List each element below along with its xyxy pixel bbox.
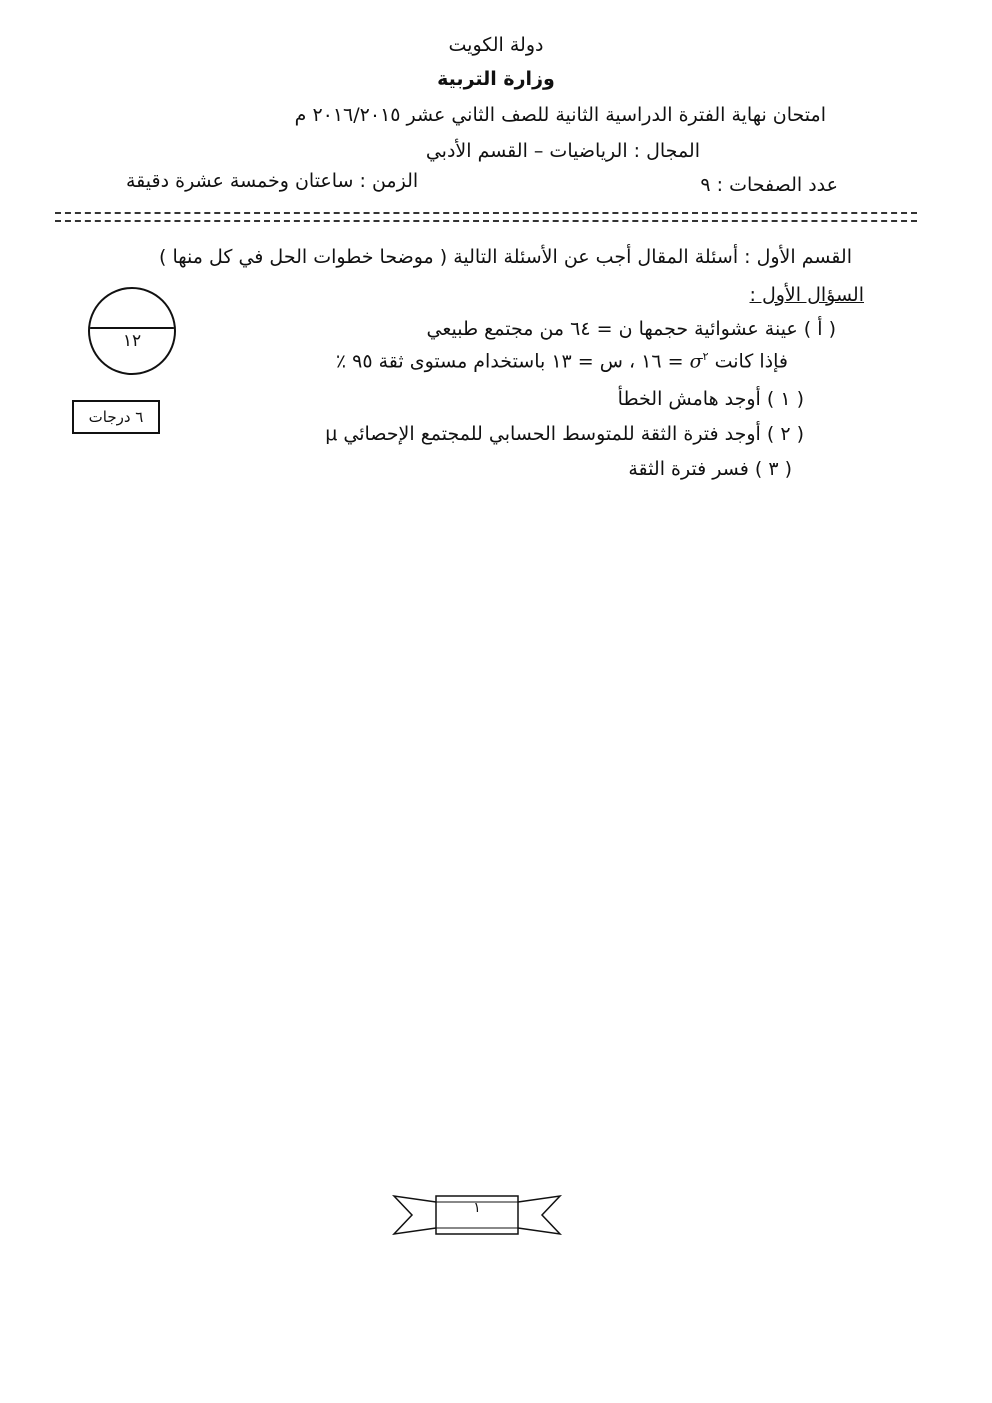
page-number-ribbon bbox=[392, 1188, 562, 1242]
exam-time: الزمن : ساعتان وخمسة عشرة دقيقة bbox=[126, 170, 419, 192]
country-name: دولة الكويت bbox=[448, 34, 544, 56]
subject-line: المجال : الرياضيات – القسم الأدبي bbox=[425, 140, 700, 162]
section-intro: القسم الأول : أسئلة المقال أجب عن الأسئلة التالية ( موضحا خطوات الحل في كل منها ) bbox=[159, 246, 852, 268]
score-value: ١٢ bbox=[122, 331, 142, 351]
exam-title: امتحان نهاية الفترة الدراسية الثانية للصف الثاني عشر ٢٠١٦/٢٠١٥ م bbox=[294, 104, 826, 126]
question-title: السؤال الأول : bbox=[749, 284, 864, 306]
given-prefix: فإذا كانت bbox=[714, 350, 788, 373]
marks-box: ٦ درجات bbox=[72, 400, 160, 434]
sigma-symbol: σ bbox=[689, 350, 703, 373]
pages-count: عدد الصفحات : ٩ bbox=[700, 174, 838, 196]
item-interpret-interval: ( ٣ ) فسر فترة الثقة bbox=[628, 458, 792, 480]
header-divider-bottom bbox=[55, 220, 917, 222]
given-values: فإذا كانت $\sigma^٢$ = ١٦ ، س = ١٣ باستخدام مستوى ثقة ٩٥ ٪ bbox=[335, 350, 788, 373]
score-circle bbox=[88, 287, 176, 375]
score-circle-divider bbox=[90, 327, 174, 329]
given-suffix: = ١٦ ، س = ١٣ باستخدام مستوى ثقة ٩٥ ٪ bbox=[335, 350, 684, 373]
item-confidence-interval: ( ٢ ) أوجد فترة الثقة للمتوسط الحسابي للمجتمع الإحصائي μ bbox=[325, 423, 804, 445]
header-divider-top bbox=[55, 212, 917, 214]
page-number: ١ bbox=[473, 1200, 481, 1216]
item-margin-of-error: ( ١ ) أوجد هامش الخطأ bbox=[617, 388, 804, 410]
part-a-statement: ( أ ) عينة عشوائية حجمها ن = ٦٤ من مجتمع طبيعي bbox=[426, 318, 836, 340]
ministry-name: وزارة التربية bbox=[437, 68, 555, 90]
